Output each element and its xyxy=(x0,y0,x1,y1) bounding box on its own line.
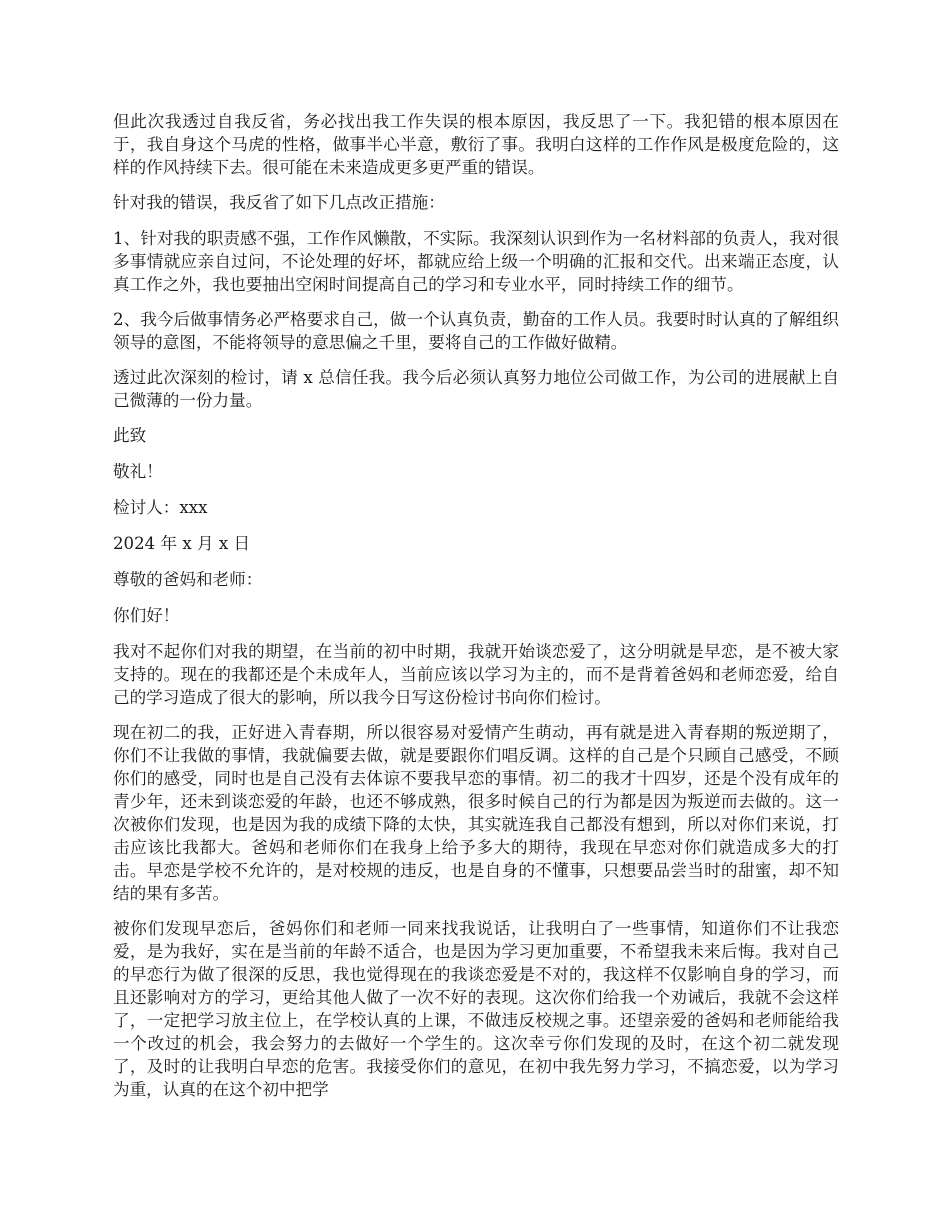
signature-line: 检讨人：xxx xyxy=(113,498,208,517)
salutation-jingli: 敬礼！ xyxy=(113,462,163,481)
letter-greeting-recipient: 尊敬的爸妈和老师： xyxy=(113,570,263,589)
paragraph-apology: 我对不起你们对我的期望，在当前的初中时期，我就开始谈恋爱了，这分明就是早恋，是不被大家支持的。现在的我都还是个未成年人，当前应该以学习为主的，而不是背着爸妈和老师恋爱，给自己的学习造成了很大的影响，所以我今日写这份检讨书向你们检讨。 xyxy=(113,642,839,707)
paragraph-measure-1: 1、针对我的职责感不强，工作作风懒散，不实际。我深刻认识到作为一名材料部的负责人，我对很多事情就应亲自过问，不论处理的好坏，都就应给上级一个明确的汇报和交代。出来端正态度，认真工作之外，我也要抽出空闲时间提高自己的学习和专业水平，同时持续工作的细节。 xyxy=(113,229,839,294)
date-line: 2024 年 x 月 x 日 xyxy=(113,534,251,553)
salutation-cizhi: 此致 xyxy=(113,426,147,445)
paragraph-root-cause: 但此次我透过自我反省，务必找出我工作失误的根本原因，我反思了一下。我犯错的根本原因在于，我自身这个马虎的性格，做事半心半意，敷衍了事。我明白这样的工作作风是极度危险的，这样的作风持续下去。很可能在未来造成更多更严重的错误。 xyxy=(113,112,839,177)
paragraph-measure-2: 2、我今后做事情务必严格要求自己，做一个认真负责，勤奋的工作人员。我要时时认真的了解组织领导的意图，不能将领导的意思偏之千里，要将自己的工作做好做精。 xyxy=(113,310,839,352)
paragraph-adolescence: 现在初二的我，正好进入青春期，所以很容易对爱情产生萌动，再有就是进入青春期的叛逆期了，你们不让我做的事情，我就偏要去做，就是要跟你们唱反调。这样的自己是个只顾自己感受，不顾你们的感受，同时也是自己没有去体谅不要我早恋的事情。初二的我才十四岁，还是个没有成年的青少年，还未到谈恋爱的年龄，也还不够成熟，很多时候自己的行为都是因为叛逆而去做的。这一次被你们发现，也是因为我的成绩下降的太快，其实就连我自己都没有想到，所以对你们来说，打击应该比我都大。爸妈和老师你们在我身上给予多大的期待，我现在早恋对你们就造成多大的打击。早恋是学校不允许的，是对校规的违反，也是自身的不懂事，只想要品尝当时的甜蜜，却不知结的果有多苦。 xyxy=(113,723,839,903)
letter-greeting-hello: 你们好！ xyxy=(113,606,180,625)
paragraph-measures-intro: 针对我的错误，我反省了如下几点改正措施： xyxy=(113,193,445,212)
paragraph-closing-promise: 透过此次深刻的检讨，请 x 总信任我。我今后必须认真努力地位公司做工作，为公司的进展献上自己微薄的一份力量。 xyxy=(113,368,839,410)
paragraph-reflection: 被你们发现早恋后，爸妈你们和老师一同来找我说话，让我明白了一些事情，知道你们不让我恋爱，是为我好，实在是当前的年龄不适合，也是因为学习更加重要，不希望我未来后悔。我对自己的早恋行为做了很深的反思，我也觉得现在的我谈恋爱是不对的，我这样不仅影响自身的学习，而且还影响对方的学习，更给其他人做了一次不好的表现。这次你们给我一个劝诫后，我就不会这样了，一定把学习放主位上，在学校认真的上课，不做违反校规之事。还望亲爱的爸妈和老师能给我一个改过的机会，我会努力的去做好一个学生的。这次幸亏你们发现的及时，在这个初二就发现了，及时的让我明白早恋的危害。我接受你们的意见，在初中我先努力学习，不搞恋爱，以为学习为重，认真的在这个初中把学 xyxy=(113,919,839,1099)
document-page xyxy=(113,110,839,1113)
